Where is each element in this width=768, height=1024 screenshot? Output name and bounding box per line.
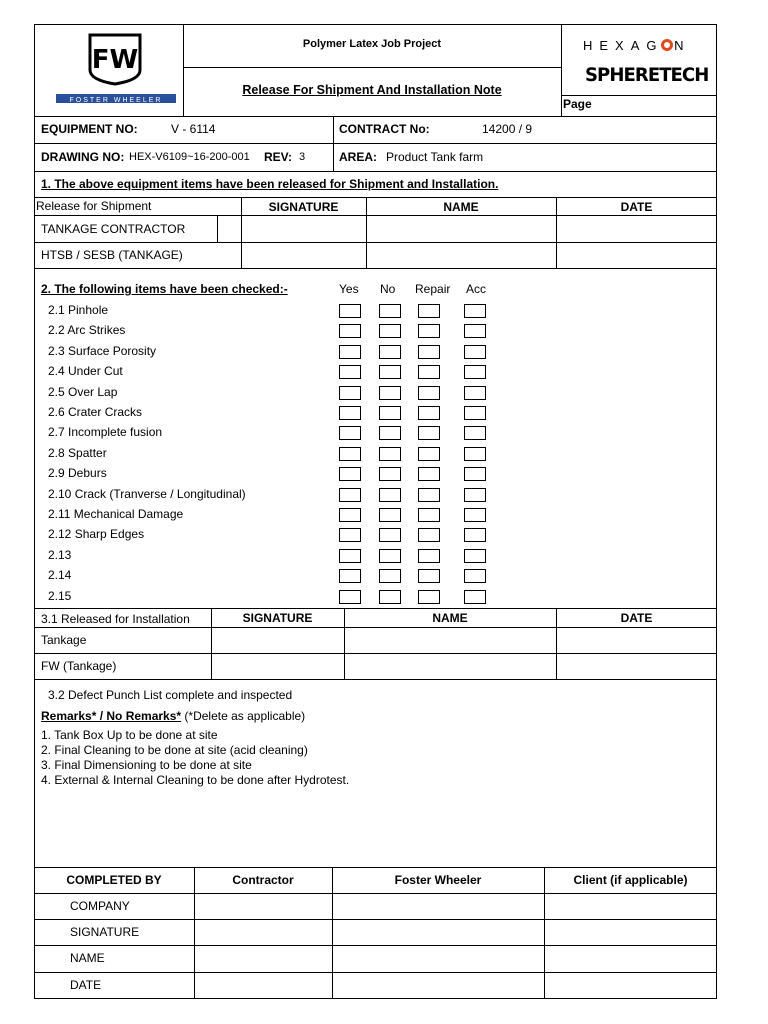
- checkbox-no[interactable]: [379, 508, 401, 522]
- checkbox-repair[interactable]: [418, 386, 440, 400]
- checkbox-repair[interactable]: [418, 590, 440, 604]
- completed-by-header: COMPLETED BY: [66, 873, 162, 887]
- release-shipment-header: Release for Shipment: [36, 199, 152, 213]
- col-no-header: No: [380, 282, 396, 296]
- checkbox-yes[interactable]: [339, 447, 361, 461]
- contract-label: CONTRACT No:: [339, 122, 430, 136]
- contractor-header: Contractor: [232, 873, 294, 887]
- rev-label: REV:: [264, 150, 293, 164]
- checklist-item-label: 2.11 Mechanical Damage: [48, 507, 184, 521]
- release-row-label: HTSB / SESB (TANKAGE): [41, 248, 183, 262]
- project-title: Polymer Latex Job Project: [302, 38, 442, 50]
- checklist-item-label: 2.8 Spatter: [48, 446, 107, 460]
- checklist-item-label: 2.7 Incomplete fusion: [48, 425, 163, 439]
- checkbox-yes[interactable]: [339, 549, 361, 563]
- checkbox-acc[interactable]: [464, 304, 486, 318]
- checkbox-no[interactable]: [379, 386, 401, 400]
- checkbox-acc[interactable]: [464, 386, 486, 400]
- checkbox-acc[interactable]: [464, 324, 486, 338]
- checkbox-acc[interactable]: [464, 590, 486, 604]
- checklist-item-label: 2.9 Deburs: [48, 466, 107, 480]
- checkbox-yes[interactable]: [339, 569, 361, 583]
- checkbox-yes[interactable]: [339, 528, 361, 542]
- checkbox-yes[interactable]: [339, 426, 361, 440]
- checkbox-repair[interactable]: [418, 488, 440, 502]
- checklist-item-label: 2.2 Arc Strikes: [48, 323, 126, 337]
- section2-heading: 2. The following items have been checked:-: [41, 282, 288, 296]
- checkbox-repair[interactable]: [418, 528, 440, 542]
- checklist-item-label: 2.13: [48, 548, 72, 562]
- checkbox-acc[interactable]: [464, 345, 486, 359]
- date-header: DATE: [620, 611, 653, 625]
- checkbox-yes[interactable]: [339, 467, 361, 481]
- checkbox-no[interactable]: [379, 406, 401, 420]
- release-install-header: 3.1 Released for Installation: [41, 612, 190, 626]
- name-header: NAME: [443, 200, 479, 214]
- checkbox-acc[interactable]: [464, 569, 486, 583]
- equipment-value: V - 6114: [171, 122, 216, 136]
- checkbox-no[interactable]: [379, 365, 401, 379]
- checkbox-repair[interactable]: [418, 345, 440, 359]
- checkbox-no[interactable]: [379, 304, 401, 318]
- checklist-item-label: 2.10 Crack (Tranverse / Longitudinal): [48, 487, 246, 501]
- checkbox-acc[interactable]: [464, 488, 486, 502]
- checkbox-yes[interactable]: [339, 345, 361, 359]
- checkbox-acc[interactable]: [464, 528, 486, 542]
- col-repair-header: Repair: [415, 282, 451, 296]
- defect-punch-list: 3.2 Defect Punch List complete and inspected: [48, 688, 293, 702]
- checkbox-repair[interactable]: [418, 569, 440, 583]
- checkbox-acc[interactable]: [464, 426, 486, 440]
- checkbox-no[interactable]: [379, 467, 401, 481]
- completed-row-label: COMPANY: [70, 899, 130, 913]
- col-acc-header: Acc: [466, 282, 487, 296]
- checkbox-no[interactable]: [379, 569, 401, 583]
- checklist-item-label: 2.3 Surface Porosity: [48, 344, 157, 358]
- foster-wheeler-header: Foster Wheeler: [394, 873, 482, 887]
- area-label: AREA:: [339, 150, 377, 164]
- section1-heading: 1. The above equipment items have been released for Shipment and Installation.: [41, 177, 499, 191]
- checkbox-no[interactable]: [379, 324, 401, 338]
- col-yes-header: Yes: [339, 282, 359, 296]
- foster-wheeler-logo: [50, 32, 180, 110]
- form-title: Release For Shipment And Installation Note: [242, 83, 502, 97]
- remark-item: 4. External & Internal Cleaning to be done after Hydrotest.: [41, 773, 350, 787]
- checkbox-no[interactable]: [379, 447, 401, 461]
- checkbox-repair[interactable]: [418, 447, 440, 461]
- checkbox-repair[interactable]: [418, 426, 440, 440]
- checkbox-repair[interactable]: [418, 549, 440, 563]
- checkbox-no[interactable]: [379, 345, 401, 359]
- checkbox-yes[interactable]: [339, 508, 361, 522]
- rev-value: 3: [299, 151, 306, 163]
- fw-logo-text: FOSTER WHEELER: [69, 97, 163, 104]
- checkbox-yes[interactable]: [339, 488, 361, 502]
- checklist-item-label: 2.5 Over Lap: [48, 385, 118, 399]
- checkbox-repair[interactable]: [418, 304, 440, 318]
- checkbox-acc[interactable]: [464, 447, 486, 461]
- checkbox-yes[interactable]: [339, 324, 361, 338]
- checklist-item-label: 2.14: [48, 568, 72, 582]
- checkbox-yes[interactable]: [339, 590, 361, 604]
- completed-row-label: NAME: [70, 951, 105, 965]
- fw-logo-letters: FW: [91, 45, 139, 75]
- remarks-label: Remarks* / No Remarks*: [41, 709, 182, 723]
- name-header: NAME: [432, 611, 468, 625]
- drawing-label: DRAWING NO:: [41, 150, 125, 164]
- checklist-item-label: 2.1 Pinhole: [48, 303, 109, 317]
- remark-item: 2. Final Cleaning to be done at site (acid cleaning): [41, 743, 308, 757]
- hexagon-o-icon: [661, 39, 673, 51]
- signature-header: SIGNATURE: [242, 611, 313, 625]
- remark-item: 1. Tank Box Up to be done at site: [41, 728, 218, 742]
- checkbox-no[interactable]: [379, 426, 401, 440]
- spheretech-logo: SPHERETECH: [585, 64, 709, 86]
- client-header: Client (if applicable): [573, 873, 688, 887]
- checkbox-no[interactable]: [379, 528, 401, 542]
- completed-row-label: DATE: [70, 978, 102, 992]
- checkbox-no[interactable]: [379, 549, 401, 563]
- completed-row-label: SIGNATURE: [70, 925, 140, 939]
- checkbox-acc[interactable]: [464, 406, 486, 420]
- area-value: Product Tank farm: [386, 150, 484, 164]
- hexagon-logo: [583, 38, 703, 62]
- page-label: Page: [563, 97, 592, 111]
- checkbox-repair[interactable]: [418, 406, 440, 420]
- equipment-label: EQUIPMENT NO:: [41, 122, 138, 136]
- checklist-item-label: 2.6 Crater Cracks: [48, 405, 143, 419]
- checkbox-yes[interactable]: [339, 304, 361, 318]
- checklist-item-label: 2.4 Under Cut: [48, 364, 123, 378]
- checkbox-repair[interactable]: [418, 365, 440, 379]
- checkbox-acc[interactable]: [464, 467, 486, 481]
- checkbox-repair[interactable]: [418, 467, 440, 481]
- install-row-label: FW (Tankage): [41, 659, 117, 673]
- remarks-note: (*Delete as applicable): [184, 709, 306, 723]
- contract-value: 14200 / 9: [482, 122, 533, 136]
- checkbox-no[interactable]: [379, 488, 401, 502]
- drawing-value: HEX-V6109~16-200-001: [129, 151, 250, 163]
- checkbox-yes[interactable]: [339, 365, 361, 379]
- checklist-item-label: 2.15: [48, 589, 72, 603]
- checklist-item-label: 2.12 Sharp Edges: [48, 527, 145, 541]
- checkbox-yes[interactable]: [339, 406, 361, 420]
- remark-item: 3. Final Dimensioning to be done at site: [41, 758, 252, 772]
- checkbox-acc[interactable]: [464, 549, 486, 563]
- checkbox-repair[interactable]: [418, 508, 440, 522]
- checkbox-no[interactable]: [379, 590, 401, 604]
- checkbox-acc[interactable]: [464, 508, 486, 522]
- checkbox-yes[interactable]: [339, 386, 361, 400]
- release-row-label: TANKAGE CONTRACTOR: [41, 222, 186, 236]
- date-header: DATE: [620, 200, 653, 214]
- install-row-label: Tankage: [41, 633, 87, 647]
- checkbox-repair[interactable]: [418, 324, 440, 338]
- hexagon-text: HEXAG N: [583, 38, 691, 53]
- checkbox-acc[interactable]: [464, 365, 486, 379]
- remarks-line: [41, 709, 305, 723]
- signature-header: SIGNATURE: [268, 200, 339, 214]
